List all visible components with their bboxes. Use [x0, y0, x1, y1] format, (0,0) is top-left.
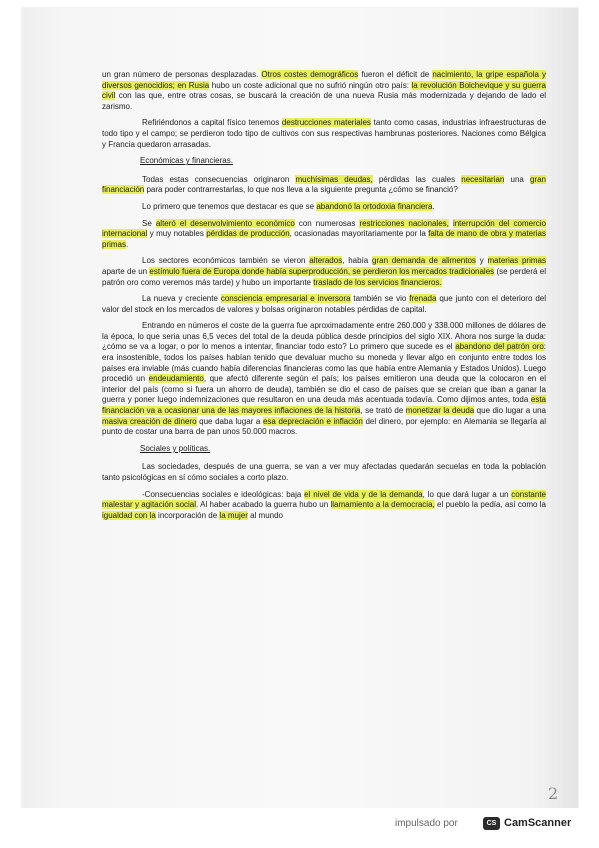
text: Todas estas consecuencias originaron	[142, 174, 296, 184]
text: Los sectores económicos también se vieron	[142, 256, 310, 266]
page-number: 2	[548, 784, 559, 803]
paragraph-9	[102, 462, 546, 483]
text: , había	[342, 256, 373, 266]
text: para poder contrarrestarlas, lo que nos lleva a la siguiente pregunta ¿cómo se financió?	[144, 185, 458, 195]
highlight: consciencia empresarial e inversora	[220, 294, 351, 304]
text: . Al haber acabado la guerra hubo un	[196, 500, 331, 510]
paragraph-8	[102, 321, 546, 438]
paragraph-2	[102, 118, 546, 150]
section-heading-economic: Económicas y financieras.	[140, 156, 233, 166]
highlight: alterados	[309, 256, 343, 266]
highlight: necesitarian	[461, 174, 505, 184]
text: La nueva y creciente	[142, 294, 221, 304]
highlight: el nivel de vida y de la demanda	[304, 489, 423, 499]
highlight: monetizar la deuda	[405, 406, 475, 416]
text: Las sociedades, después de una guerra, se van a ver muy afectadas quedarán secuelas en toda la población tanto psicológicas en sí cómo sociales a corto plazo.	[102, 462, 546, 482]
text: y	[475, 256, 488, 266]
text: fueron el déficit de	[358, 70, 433, 79]
text: con numerosas	[294, 218, 360, 228]
scanner-footer	[0, 808, 599, 848]
highlight: traslado de los servicios financieros.	[313, 277, 442, 287]
scanned-page	[22, 8, 578, 808]
highlight: esta financiación va a ocasionar una de las mayores inflaciones de la historia	[102, 395, 546, 416]
highlight: frenada	[409, 294, 437, 304]
text: Entrando en números el coste de la guerra fue aproximadamente entre 260.000 y 338.000 millones de dólares de la época, lo que seria unas 6,5 veces del total de la deuda pública desde principios del siglo XIX. Ahora nos surge la duda: ¿cómo se va a logar, o por lo menos a intentar, financiar todo esto? Lo primero que sucede es el	[102, 321, 546, 352]
text: pérdidas las cuales	[372, 174, 462, 184]
document-body	[102, 70, 546, 527]
text: también se vio	[350, 294, 410, 304]
highlight: interrupción del comercio internacional	[102, 218, 546, 239]
text: -Consecuencias sociales e ideológicas: baja	[142, 489, 305, 499]
text: tanto como casas, industrias infraestructuras de todo tipo y el campo; se perdieron todo tipo de cultivos con sus respectivas hambrunas posteriores. Naciones como Bélgica y Francia quedaron arrasadas.	[102, 118, 547, 149]
text: .	[432, 201, 435, 211]
text: incorporación de	[155, 510, 220, 520]
highlight: alteró el desenvolvimiento económico	[155, 218, 295, 228]
paragraph-7	[102, 294, 546, 315]
highlight: Otros costes demográficos	[261, 70, 359, 79]
powered-by-label: impulsado por	[395, 818, 458, 829]
highlight: abandono del patrón oro	[455, 342, 544, 352]
text: .	[126, 239, 129, 249]
text: : era insostenible, todos los países habían tenido que devaluar mucho su moneda y llevar algo en conjunto entre todos los países era inviable (más cuando había diferencias financieras como las que había entre Alemania y Estados Unidos). Luego procedió un	[102, 342, 547, 384]
text: un gran número de personas desplazadas.	[102, 70, 262, 79]
text: una	[504, 174, 530, 184]
highlight: constante malestar y agitación social	[102, 489, 546, 510]
highlight: muchísimas deudas,	[295, 174, 373, 184]
highlight: masiva creación de dinero	[102, 416, 197, 426]
text: Refiriéndonos a capital físico tenemos	[142, 118, 282, 128]
brand-name: CamScanner	[504, 817, 572, 829]
text: , ocasionadas mayoritariamente por la	[289, 229, 429, 239]
highlight: nacimiento, la gripe española y diversos genocidios; en Rusia	[102, 70, 546, 90]
text: , lo que dará lugar a un	[422, 489, 512, 499]
paragraph-6	[102, 256, 546, 288]
highlight: destrucciones materiales	[281, 118, 371, 128]
paragraph-4	[102, 202, 546, 213]
text: que junto con el deterioro del valor del stock en los mercados de valores y bolsas originaron notables pérdidas de capital.	[102, 294, 546, 314]
text: y muy notables	[147, 229, 207, 239]
highlight: pérdidas de producción	[206, 229, 290, 239]
paragraph-10	[102, 490, 546, 522]
paragraph-3	[102, 175, 546, 196]
text: que dio lugar a una	[474, 406, 547, 416]
text: con las que, entre otras cosas, se buscará la creación de una nueva Rusia más modernizada y dejando de lado el zarismo.	[102, 91, 546, 111]
text: el pueblo la pedía, así como la	[434, 500, 546, 510]
text: Se	[142, 218, 156, 228]
camscanner-logo-icon: CS	[483, 817, 500, 830]
highlight: restricciones nacionales,	[359, 218, 449, 228]
highlight: llamamiento a la democracia,	[330, 500, 435, 510]
highlight: materias primas	[487, 256, 546, 266]
highlight: endeudamiento	[148, 374, 204, 384]
text: (se perderá el patrón oro como veremos más tarde) y hubo un importante	[102, 266, 547, 287]
section-heading-social: Sociales y políticas.	[140, 443, 211, 453]
text: Lo primero que tenemos que destacar es que se	[142, 201, 317, 211]
paragraph-5	[102, 219, 546, 251]
text: , se trató de	[360, 406, 406, 416]
highlight: gran financiación	[102, 174, 546, 195]
highlight: igualdad con la	[102, 510, 156, 520]
highlight: esa depreciación e inflación	[262, 416, 363, 426]
text: , que afectó diferente según el país; los países emitieron una deuda que la colocaron en el interior del país (como si fuera un ahorro de deuda), también se dio el caso de países que se creían que iban a ganar la guerra y poner luego indemnizaciones que resultaron en una deuda más acentuada todavía. Como dijimos antes, toda	[102, 374, 547, 405]
highlight: la mujer	[219, 510, 248, 520]
highlight: la revolución Bolchevique y su guerra civil	[102, 80, 546, 101]
text: aparte de un	[102, 266, 150, 276]
highlight: abandonó la ortodoxia financiera	[316, 201, 433, 211]
highlight: estímulo fuera de Europa donde había superproducción, se perdieron los mercados tradicionales	[149, 266, 495, 276]
text: que daba lugar a	[196, 416, 263, 426]
text: hubo un coste adicional que no sufrió ningún otro país:	[209, 80, 412, 90]
highlight: gran demanda de alimentos	[372, 256, 476, 266]
highlight: falta de mano de obra y materias primas	[102, 229, 546, 249]
text: del dinero, por ejemplo: en Alemania se llegaría al punto de costar una barra de pan unos 50.000 macros.	[102, 416, 546, 437]
paragraph-1	[102, 70, 546, 112]
text: al mundo	[247, 510, 284, 520]
